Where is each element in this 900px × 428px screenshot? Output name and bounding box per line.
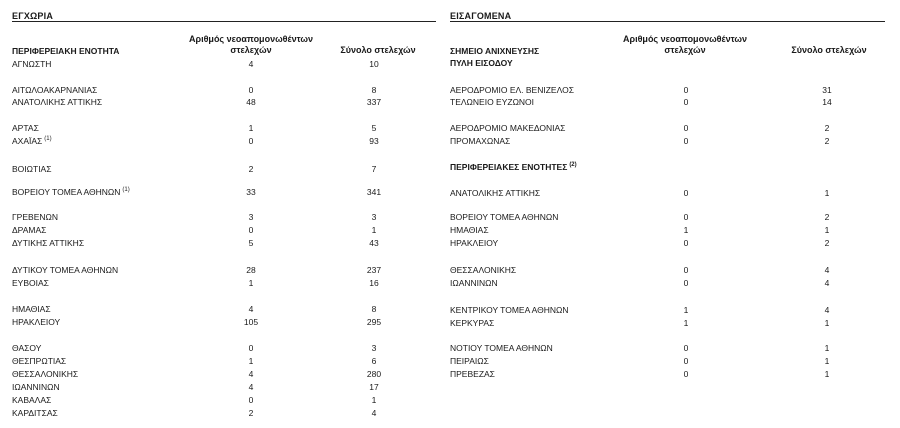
imported-col-new-header xyxy=(611,34,759,56)
table-row: ΔΡΑΜΑΣ 0 1 xyxy=(12,225,377,235)
table-row: ΑΕΡΟΔΡΟΜΙΟ ΜΑΚΕΔΟΝΙΑΣ 0 2 xyxy=(450,123,830,133)
table-row: ΗΜΑΘΙΑΣ 4 8 xyxy=(12,304,377,314)
table-row: ΔΥΤΙΚΗΣ ΑΤΤΙΚΗΣ 5 43 xyxy=(12,238,379,248)
table-row: ΒΟΙΩΤΙΑΣ 2 7 xyxy=(12,164,377,174)
table-row: ΚΑΒΑΛΑΣ 0 1 xyxy=(12,395,377,405)
imported-title: ΕΙΣΑΓΟΜΕΝΑ xyxy=(450,11,512,21)
table-row: ΘΕΣΣΑΛΟΝΙΚΗΣ 0 4 xyxy=(450,265,830,275)
table-row: ΗΜΑΘΙΑΣ 1 1 xyxy=(450,225,830,235)
group-header-entry-point: ΠΥΛΗ ΕΙΣΟΔΟΥ xyxy=(450,58,513,68)
group-header-regional-units: ΠΕΡΙΦΕΡΕΙΑΚΕΣ ΕΝΟΤΗΤΕΣ $^{(2)}$ xyxy=(450,162,577,172)
table-row: ΠΕΙΡΑΙΩΣ 0 1 xyxy=(450,356,830,366)
table-row: ΕΥΒΟΙΑΣ 1 16 xyxy=(12,278,379,288)
table-row: ΗΡΑΚΛΕΙΟΥ 105 295 xyxy=(12,317,382,327)
domestic-col-region-header: ΠΕΡΙΦΕΡΕΙΑΚΗ ΕΝΟΤΗΤΑ xyxy=(12,46,120,56)
domestic-title-rule xyxy=(12,21,436,22)
table-row: ΑΝΑΤΟΛΙΚΗΣ ΑΤΤΙΚΗΣ 48 337 xyxy=(12,97,382,107)
table-row: ΑΧΑΪΑΣ $^{(1)}$ 0 93 xyxy=(12,136,379,146)
table-row: ΒΟΡΕΙΟΥ ΤΟΜΕΑ ΑΘΗΝΩΝ 0 2 xyxy=(450,212,830,222)
table-row: ΑΝΑΤΟΛΙΚΗΣ ΑΤΤΙΚΗΣ 0 1 xyxy=(450,188,830,198)
domestic-title: ΕΓΧΩΡΙΑ xyxy=(12,11,54,21)
col-new-line1: Αριθμός νεοαπομονωθέντων xyxy=(189,34,313,44)
table-row: ΑΕΡΟΔΡΟΜΙΟ ΕΛ. ΒΕΝΙΖΕΛΟΣ 0 31 xyxy=(450,85,832,95)
table-row: ΑΡΤΑΣ 1 5 xyxy=(12,123,377,133)
table-row: ΑΓΝΩΣΤΗ 4 10 xyxy=(12,59,379,69)
imported-col-region-header: ΣΗΜΕΙΟ ΑΝΙΧΝΕΥΣΗΣ xyxy=(450,46,540,56)
col-new-line2: στελεχών xyxy=(664,45,706,55)
table-row: ΚΑΡΔΙΤΣΑΣ 2 4 xyxy=(12,408,377,418)
imported-title-rule xyxy=(450,21,885,22)
domestic-col-new-header xyxy=(180,34,322,56)
table-row: ΠΡΕΒΕΖΑΣ 0 1 xyxy=(450,369,830,379)
table-row: ΙΩΑΝΝΙΝΩΝ 0 4 xyxy=(450,278,830,288)
table-row: ΓΡΕΒΕΝΩΝ 3 3 xyxy=(12,212,377,222)
table-row: ΠΡΟΜΑΧΩΝΑΣ 0 2 xyxy=(450,136,830,146)
table-row: ΤΕΛΩΝΕΙΟ ΕΥΖΩΝΟΙ 0 14 xyxy=(450,97,832,107)
col-new-line2: στελεχών xyxy=(230,45,272,55)
table-row: ΘΕΣΣΑΛΟΝΙΚΗΣ 4 280 xyxy=(12,369,382,379)
table-row: ΚΕΝΤΡΙΚΟΥ ΤΟΜΕΑ ΑΘΗΝΩΝ 1 4 xyxy=(450,305,830,315)
table-row: ΚΕΡΚΥΡΑΣ 1 1 xyxy=(450,318,830,328)
table-row: ΒΟΡΕΙΟΥ ΤΟΜΕΑ ΑΘΗΝΩΝ $^{(1)}$ 33 341 xyxy=(12,187,382,197)
table-row: ΝΟΤΙΟΥ ΤΟΜΕΑ ΑΘΗΝΩΝ 0 1 xyxy=(450,343,830,353)
domestic-col-total-header: Σύνολο στελεχών xyxy=(340,45,416,55)
table-row: ΘΑΣΟΥ 0 3 xyxy=(12,343,377,353)
table-row: ΗΡΑΚΛΕΙΟΥ 0 2 xyxy=(450,238,830,248)
table-row: ΘΕΣΠΡΩΤΙΑΣ 1 6 xyxy=(12,356,377,366)
table-row: ΔΥΤΙΚΟΥ ΤΟΜΕΑ ΑΘΗΝΩΝ 28 237 xyxy=(12,265,382,275)
table-row: ΑΙΤΩΛΟΑΚΑΡΝΑΝΙΑΣ 0 8 xyxy=(12,85,377,95)
imported-col-total-header: Σύνολο στελεχών xyxy=(791,45,867,55)
table-row: ΙΩΑΝΝΙΝΩΝ 4 17 xyxy=(12,382,379,392)
col-new-line1: Αριθμός νεοαπομονωθέντων xyxy=(623,34,747,44)
